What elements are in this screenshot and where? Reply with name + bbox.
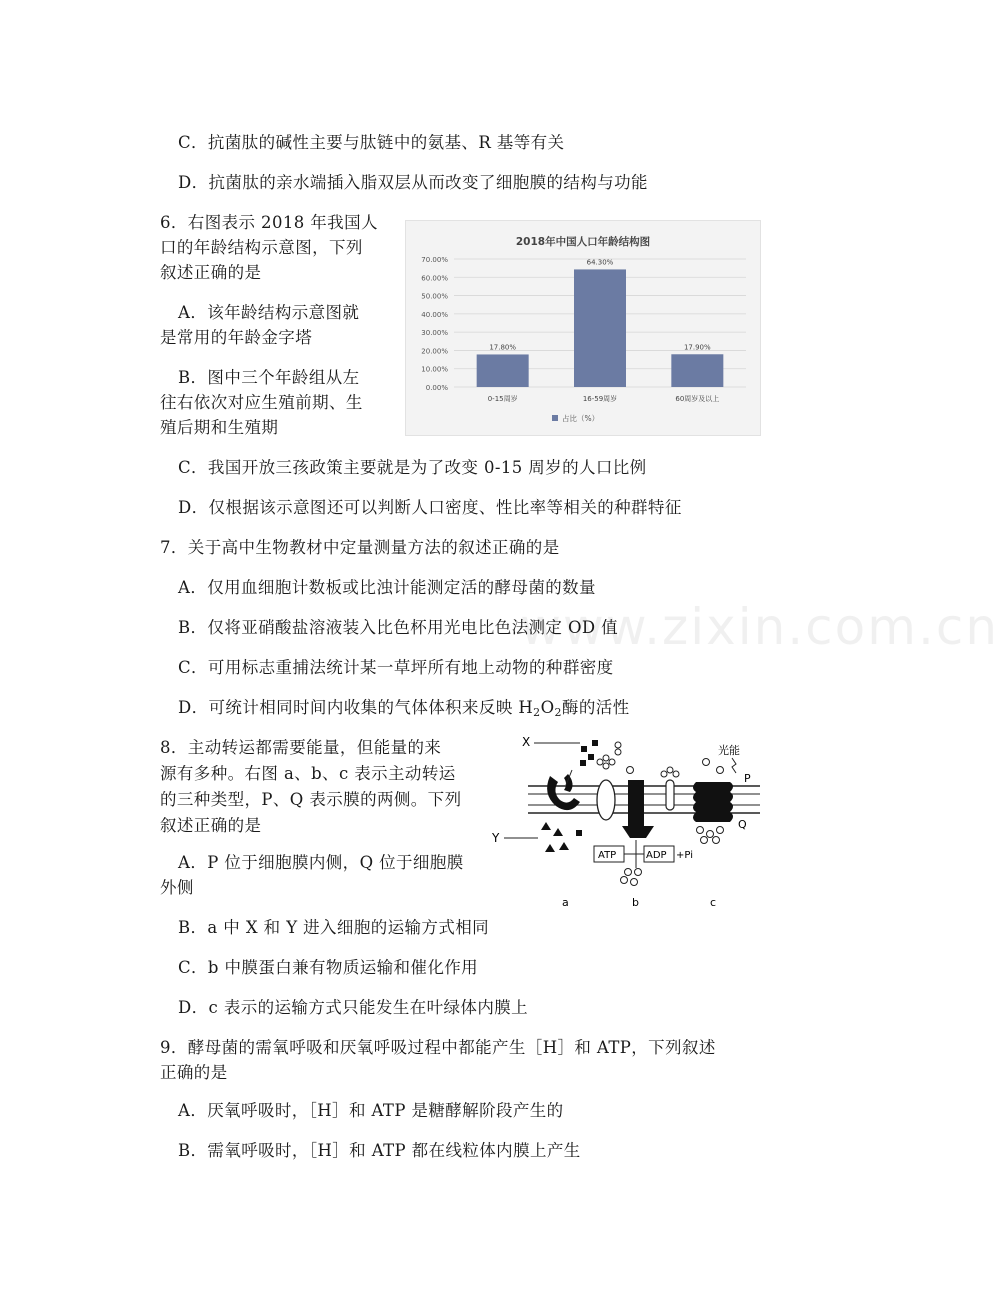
y-tick-label: 70.00% — [421, 256, 448, 264]
q5-option-c: C．抗菌肽的碱性主要与肽链中的氨基、R 基等有关 — [178, 133, 565, 152]
q7-stem: 7．关于高中生物教材中定量测量方法的叙述正确的是 — [160, 538, 560, 557]
q8-option-a-line1: A．P 位于细胞膜内侧，Q 位于细胞膜 — [178, 853, 464, 872]
q8-option-b: B．a 中 X 和 Y 进入细胞的运输方式相同 — [178, 918, 490, 937]
watermark: www.zixin.com.cn — [520, 598, 999, 656]
q6-option-d: D．仅根据该示意图还可以判断人口密度、性比率等相关的种群特征 — [178, 498, 682, 517]
bar — [574, 269, 626, 387]
label-q: Q — [738, 818, 747, 831]
bar — [477, 354, 529, 387]
label-c: c — [710, 896, 717, 909]
q6-option-b-line2: 往右依次对应生殖前期、生 — [160, 393, 363, 412]
data-label: 17.80% — [489, 343, 517, 352]
data-label: 64.30% — [586, 258, 614, 267]
x-tick-label: 60周岁及以上 — [675, 395, 720, 403]
q8-stem-line4: 叙述正确的是 — [160, 816, 262, 835]
q8-stem-line1: 8．主动转运都需要能量，但能量的来 — [160, 738, 442, 757]
y-tick-label: 0.00% — [425, 384, 448, 392]
label-light-energy: 光能 — [718, 744, 740, 757]
q7-option-b: B．仅将亚硝酸盐溶液装入比色杯用光电比色法测定 OD 值 — [178, 618, 619, 637]
label-adp: ADP — [646, 850, 667, 861]
y-tick-label: 20.00% — [421, 347, 448, 356]
q8-option-c: C．b 中膜蛋白兼有物质运输和催化作用 — [178, 958, 479, 977]
legend-label: 占比（%） — [562, 414, 600, 423]
q8-option-d: D．c 表示的运输方式只能发生在叶绿体内膜上 — [178, 998, 529, 1017]
y-tick-label: 40.00% — [421, 310, 448, 319]
label-p: P — [744, 772, 751, 785]
q6-stem-line2: 口的年龄结构示意图，下列 — [160, 238, 363, 257]
legend-swatch — [552, 415, 558, 421]
q6-option-a-line1: A．该年龄结构示意图就 — [178, 303, 360, 322]
chart-title: 2018年中国人口年龄结构图 — [515, 236, 651, 248]
q9-stem-line2: 正确的是 — [160, 1063, 228, 1082]
q6-option-c: C．我国开放三孩政策主要就是为了改变 0-15 周岁的人口比例 — [178, 458, 647, 477]
q9-option-b: B．需氧呼吸时，［H］和 ATP 都在线粒体内膜上产生 — [178, 1141, 581, 1160]
q6-option-b-line1: B．图中三个年龄组从左 — [178, 368, 360, 387]
y-tick-label: 10.00% — [421, 365, 448, 374]
q9-option-a: A．厌氧呼吸时，［H］和 ATP 是糖酵解阶段产生的 — [178, 1101, 564, 1120]
label-x: X — [522, 735, 531, 749]
x-tick-label: 0-15周岁 — [487, 395, 518, 403]
label-a: a — [562, 896, 569, 909]
label-pi: +Pi — [676, 850, 693, 861]
label-atp: ATP — [598, 850, 617, 861]
q8-stem-line2: 源有多种。右图 a、b、c 表示主动转运 — [160, 764, 456, 783]
q7-option-a: A．仅用血细胞计数板或比浊计能测定活的酵母菌的数量 — [178, 578, 596, 597]
q6-option-b-line3: 殖后期和生殖期 — [160, 418, 279, 437]
q6-stem-line3: 叙述正确的是 — [160, 263, 262, 282]
label-y: Y — [492, 831, 500, 845]
q6-option-a-line2: 是常用的年龄金字塔 — [160, 328, 313, 347]
y-tick-label: 60.00% — [421, 274, 448, 283]
y-tick-label: 30.00% — [421, 329, 448, 338]
chart-canvas — [406, 221, 760, 435]
q6-stem-line1: 6．右图表示 2018 年我国人 — [160, 213, 378, 232]
q7-option-d: D．可统计相同时间内收集的气体体积来反映 $H_2O_2$酶的活性 — [178, 698, 630, 719]
q9-stem-line1: 9．酵母菌的需氧呼吸和厌氧呼吸过程中都能产生［H］和 ATP，下列叙述 — [160, 1038, 716, 1057]
q8-stem-line3: 的三种类型，P、Q 表示膜的两侧。下列 — [160, 790, 462, 809]
active-transport-diagram — [488, 730, 768, 910]
x-tick-label: 16-59周岁 — [582, 395, 618, 403]
data-label: 17.90% — [683, 343, 711, 352]
q7-option-c: C．可用标志重捕法统计某一草坪所有地上动物的种群密度 — [178, 658, 614, 677]
bar — [671, 354, 723, 387]
q5-option-d: D．抗菌肽的亲水端插入脂双层从而改变了细胞膜的结构与功能 — [178, 173, 648, 192]
y-tick-label: 50.00% — [421, 292, 448, 301]
age-structure-chart — [405, 220, 761, 436]
q8-option-a-line2: 外侧 — [160, 878, 194, 897]
label-b: b — [632, 896, 639, 909]
